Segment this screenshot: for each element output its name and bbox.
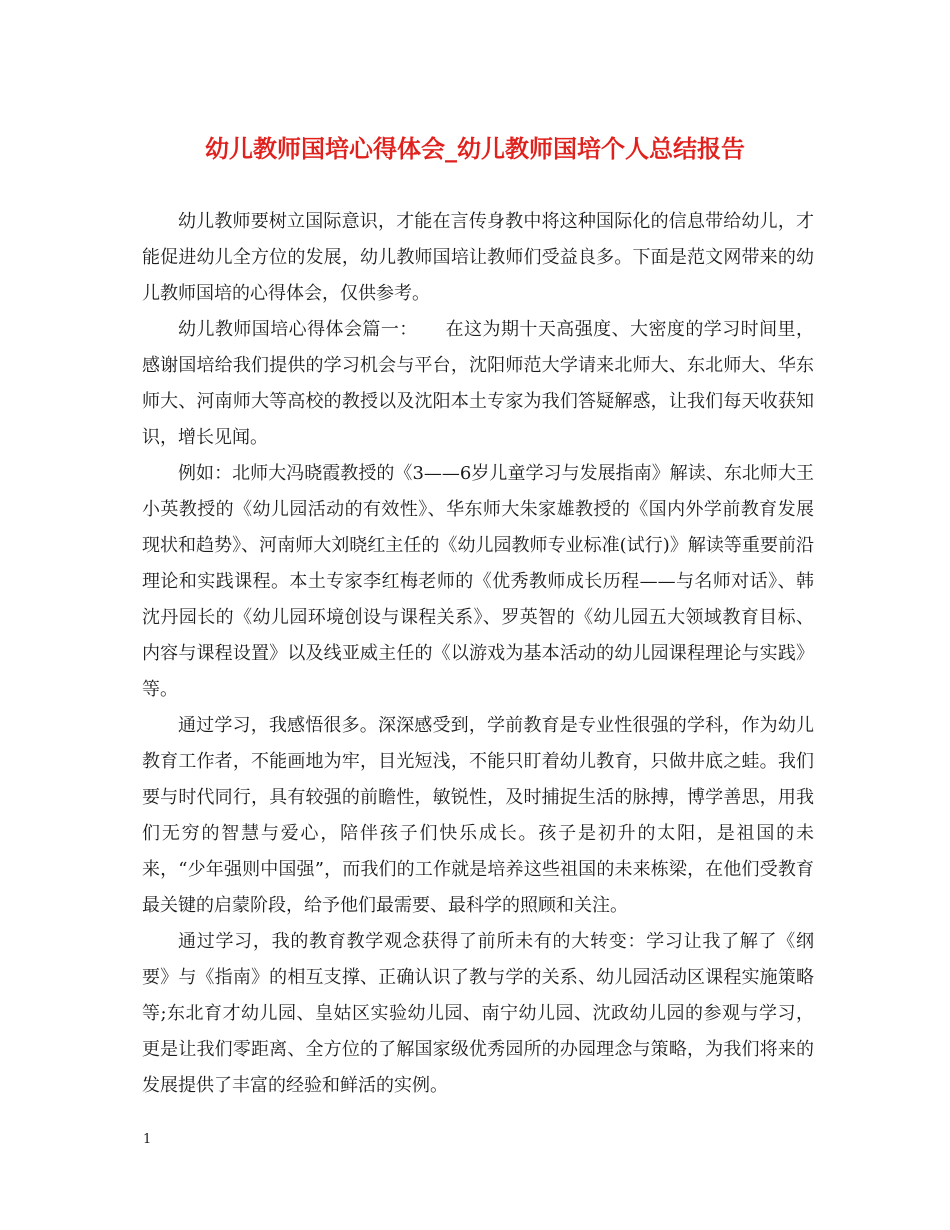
paragraph-intro: 幼儿教师要树立国际意识，才能在言传身教中将这种国际化的信息带给幼儿，才能促进幼儿全方位的发展，幼儿教师国培让教师们受益良多。下面是范文网带来的幼儿教师国培的心得体会，仅供参考。 (142, 211, 814, 304)
document-title: 幼儿教师国培心得体会_幼儿教师国培个人总结报告 (205, 134, 745, 163)
paragraph-reflection: 通过学习，我感悟很多。深深感受到，学前教育是专业性很强的学科，作为幼儿教育工作者，不能画地为牢，目光短浅，不能只盯着幼儿教育，只做井底之蛙。我们要与时代同行，具有较强的前瞻性，敏锐性，及时捕捉生活的脉搏，博学善思，用我们无穷的智慧与爱心，陪伴孩子们快乐成长。孩子是初升的太阳，是祖国的未来，“少年强则中国强”，而我们的工作就是培养这些祖国的未来栋梁，在他们受教育最关键的启蒙阶段，给予他们最需要、最科学的照顾和关注。 (142, 715, 814, 916)
paragraph-examples: 例如：北师大冯晓霞教授的《3——6岁儿童学习与发展指南》解读、东北师大王小英教授的《幼儿园活动的有效性》、华东师大朱家雄教授的《国内外学前教育发展现状和趋势》、河南师大刘晓红主任的《幼儿园教师专业标准(试行)》解读等重要前沿理论和实践课程。本土专家李红梅老师的《优秀教师成长历程——与名师对话》、韩沈丹园长的《幼儿园环境创设与课程关系》、罗英智的《幼儿园五大领域教育目标、内容与课程设置》以及线亚威主任的《以游戏为基本活动的幼儿园课程理论与实践》等。 (142, 463, 814, 700)
document-body (142, 204, 814, 1104)
paragraph-part-one: 幼儿教师国培心得体会篇一： 在这为期十天高强度、大密度的学习时间里，感谢国培给我们提供的学习机会与平台，沈阳师范大学请来北师大、东北师大、华东师大、河南师大等高校的教授以及沈阳本土专家为我们答疑解惑，让我们每天收获知识，增长见闻。 (142, 319, 814, 448)
paragraph-transformation: 通过学习，我的教育教学观念获得了前所未有的大转变：学习让我了解了《纲要》与《指南》的相互支撑、正确认识了教与学的关系、幼儿园活动区课程实施策略等;东北育才幼儿园、皇姑区实验幼儿园、南宁幼儿园、沈政幼儿园的参观与学习，更是让我们零距离、全方位的了解国家级优秀园所的办园理念与策略，为我们将来的发展提供了丰富的经验和鲜活的实例。 (142, 931, 814, 1096)
page-number: 1 (143, 1132, 152, 1147)
